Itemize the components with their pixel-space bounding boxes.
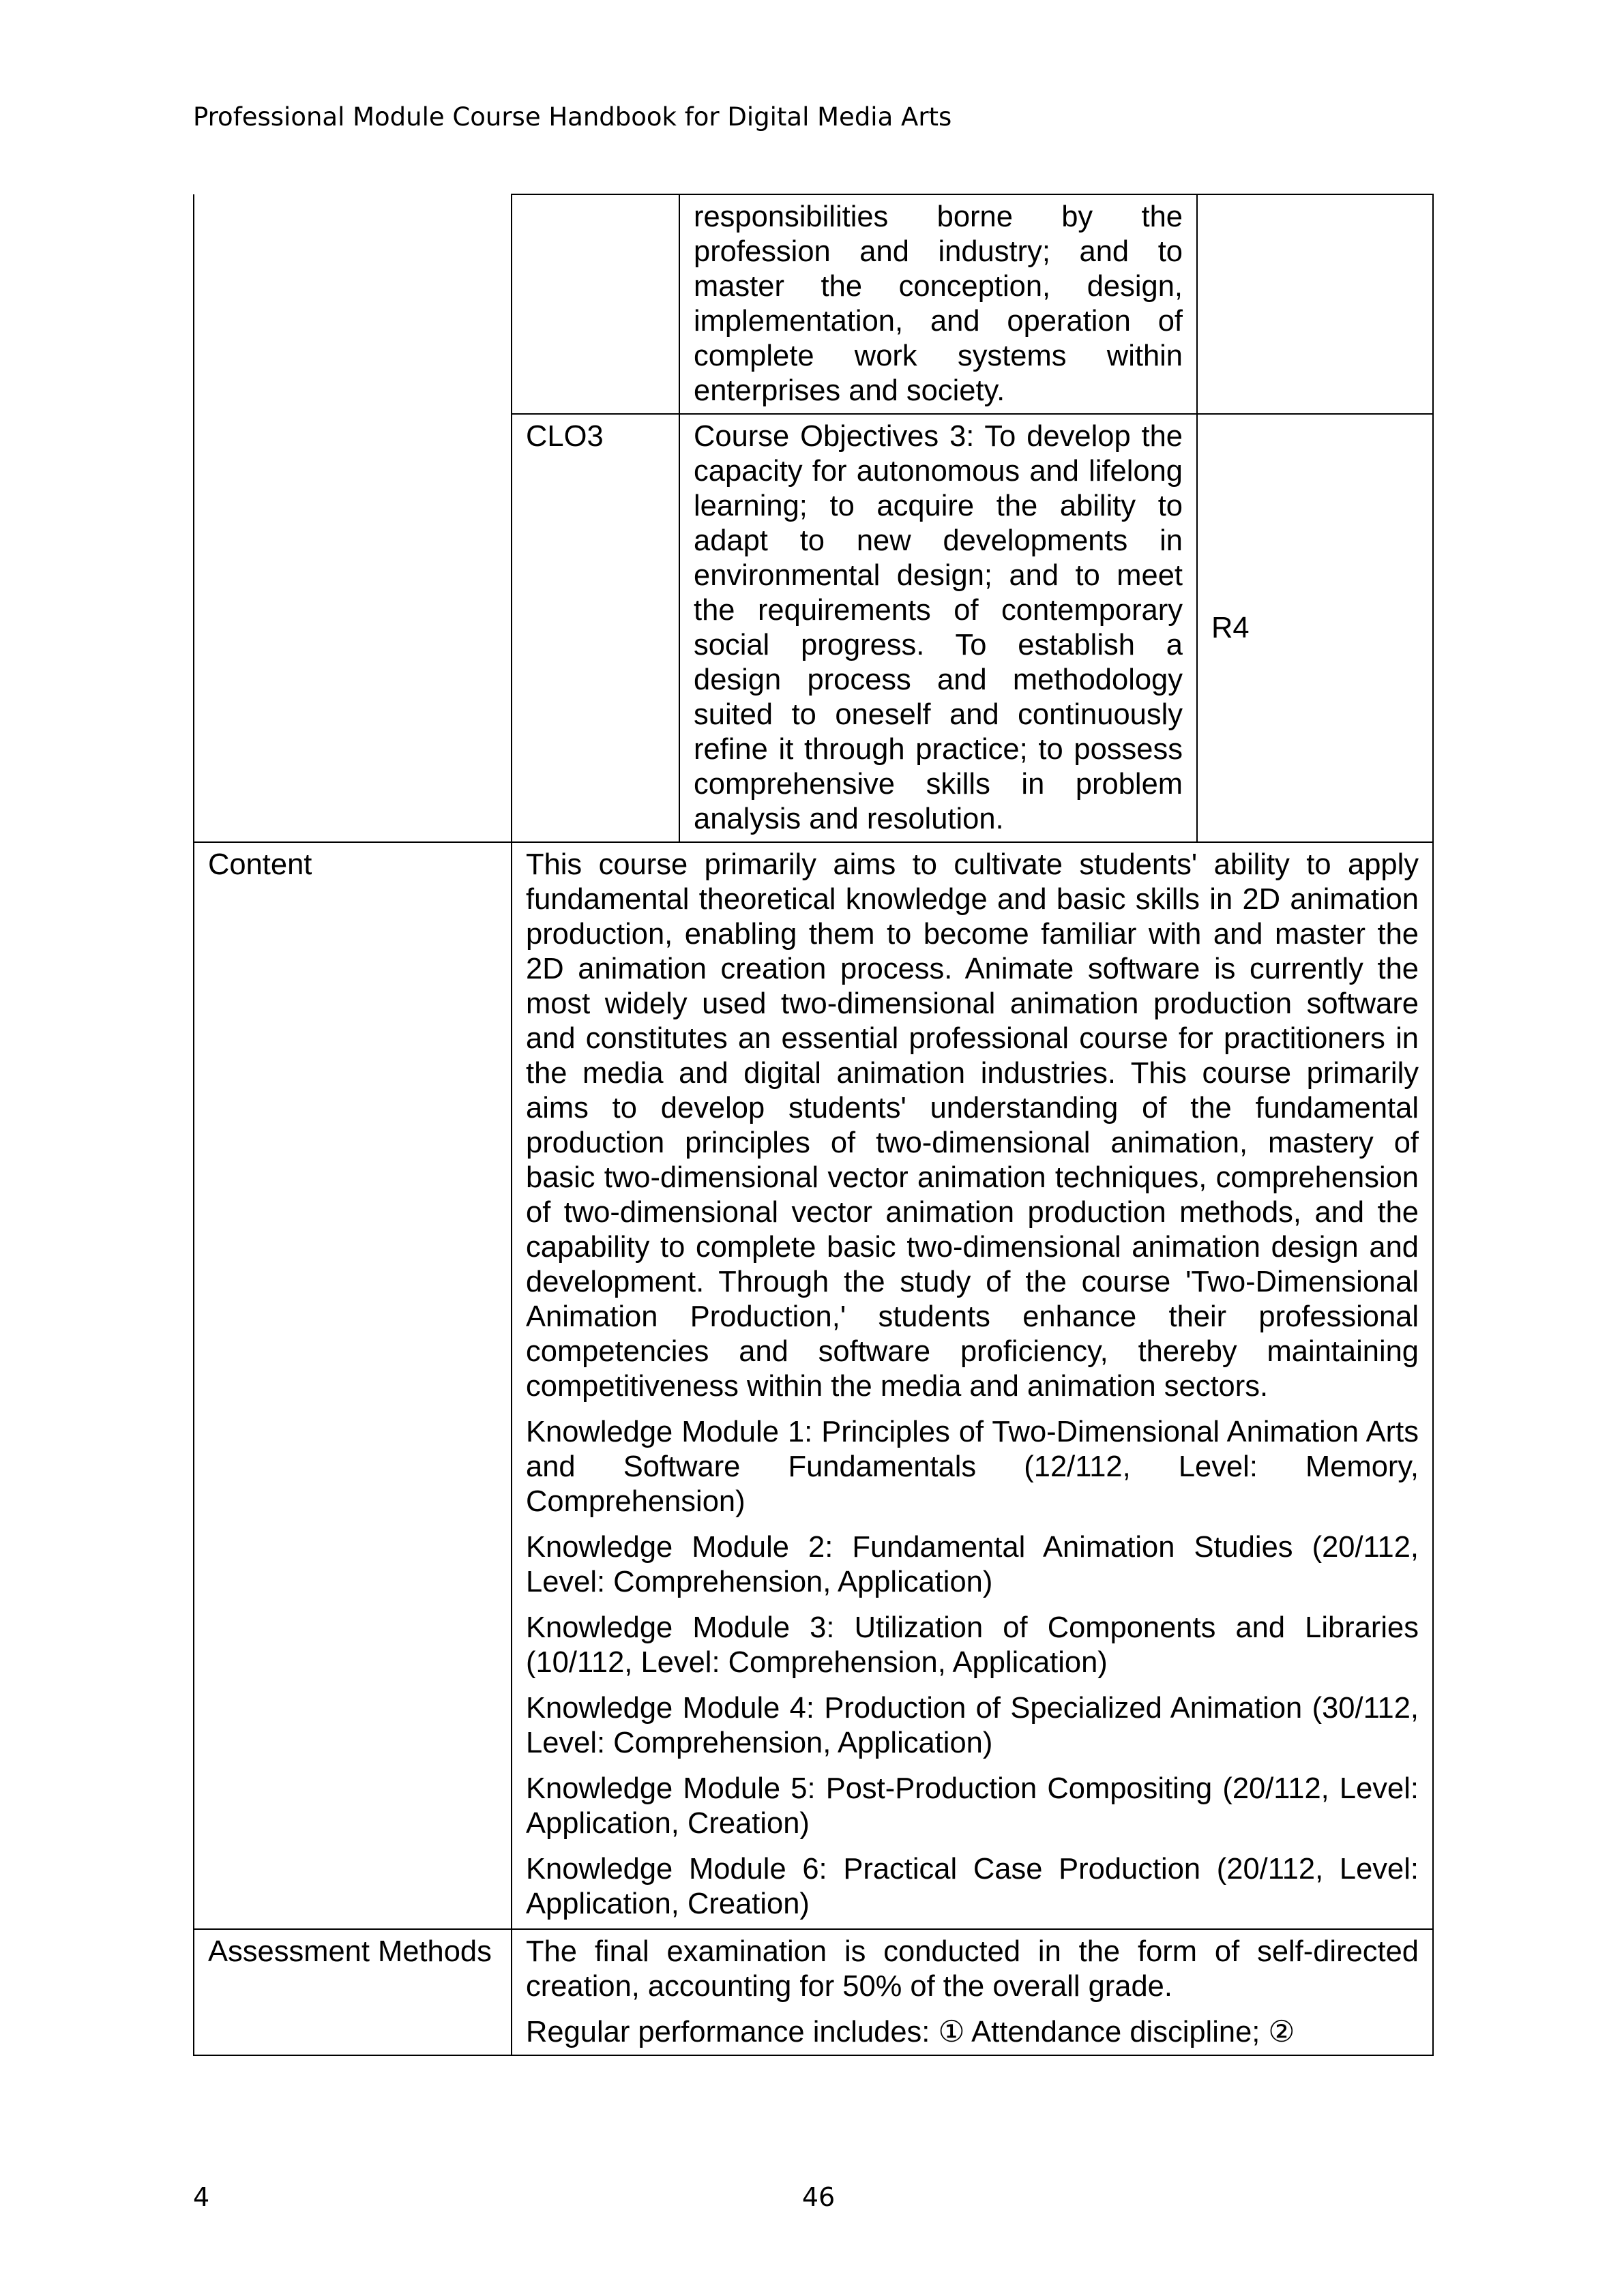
content-body xyxy=(512,842,1433,1929)
knowledge-module-4: Knowledge Module 4: Production of Specialized Animation (30/112, Level: Comprehension, Application) xyxy=(526,1692,1419,1759)
row-label-cell-empty xyxy=(194,194,512,414)
page-header: Professional Module Course Handbook for Digital Media Arts xyxy=(193,102,952,132)
page-number: 46 xyxy=(801,2182,836,2212)
knowledge-module-5: Knowledge Module 5: Post-Production Compositing (20/112, Level: Application, Creation) xyxy=(526,1772,1419,1840)
objective-result-cell xyxy=(1197,194,1433,414)
assessment-row xyxy=(194,1929,1433,2055)
objective-text-cell: responsibilities borne by the profession and industry; and to master the conception, design, implementation, and operation of complete work systems within enterprises and society. xyxy=(679,194,1197,414)
assessment-label: Assessment Methods xyxy=(194,1929,512,2055)
assessment-paragraph-1: The final examination is conducted in the form of self-directed creation, accounting for 50% of the overall grade. xyxy=(526,1935,1419,2003)
row-label-cell-empty xyxy=(194,414,512,842)
assessment-paragraph-2: Regular performance includes: ① Attendance discipline; ② xyxy=(526,2016,1295,2048)
content-label: Content xyxy=(194,842,512,1929)
knowledge-module-3: Knowledge Module 3: Utilization of Components and Libraries (10/112, Level: Comprehension, Application) xyxy=(526,1611,1419,1679)
content-paragraph: This course primarily aims to cultivate students' ability to apply fundamental theoretical knowledge and basic skills in 2D animation production, enabling them to become familiar with and master the 2D animation creation process. Animate software is currently the most widely used two-dimensional animation production software and constitutes an essential professional course for practitioners in the media and digital animation industries. This course primarily aims to develop students' understanding of the fundamental production principles of two-dimensional animation, mastery of basic two-dimensional vector animation techniques, comprehension of two-dimensional vector animation production methods, and the capability to complete basic two-dimensional animation design and development. Through the study of the course 'Two-Dimensional Animation Production,' students enhance their professional competencies and software proficiency, thereby maintaining competitiveness within the media and animation sectors. xyxy=(526,848,1419,1403)
objective-code-cell: CLO3 xyxy=(512,414,679,842)
content-row xyxy=(194,842,1433,1929)
objective-result-cell: R4 xyxy=(1197,414,1433,842)
course-module-table xyxy=(193,194,1434,2056)
knowledge-module-2: Knowledge Module 2: Fundamental Animation Studies (20/112, Level: Comprehension, Application) xyxy=(526,1531,1419,1598)
objective-row-clo3 xyxy=(194,414,1433,842)
objective-code-cell xyxy=(512,194,679,414)
objective-text-cell: Course Objectives 3: To develop the capacity for autonomous and lifelong learning; to acquire the ability to adapt to new developments in environmental design; and to meet the requirements of contemporary social progress. To establish a design process and methodology suited to oneself and continuously refine it through practice; to possess comprehensive skills in problem analysis and resolution. xyxy=(679,414,1197,842)
assessment-body xyxy=(512,1929,1433,2055)
objective-row-continued xyxy=(194,194,1433,414)
knowledge-module-6: Knowledge Module 6: Practical Case Production (20/112, Level: Application, Creation) xyxy=(526,1853,1419,1920)
knowledge-module-1: Knowledge Module 1: Principles of Two-Dimensional Animation Arts and Software Fundamentals (12/112, Level: Memory, Comprehension) xyxy=(526,1416,1419,1518)
footer-left-number: 4 xyxy=(193,2182,210,2212)
